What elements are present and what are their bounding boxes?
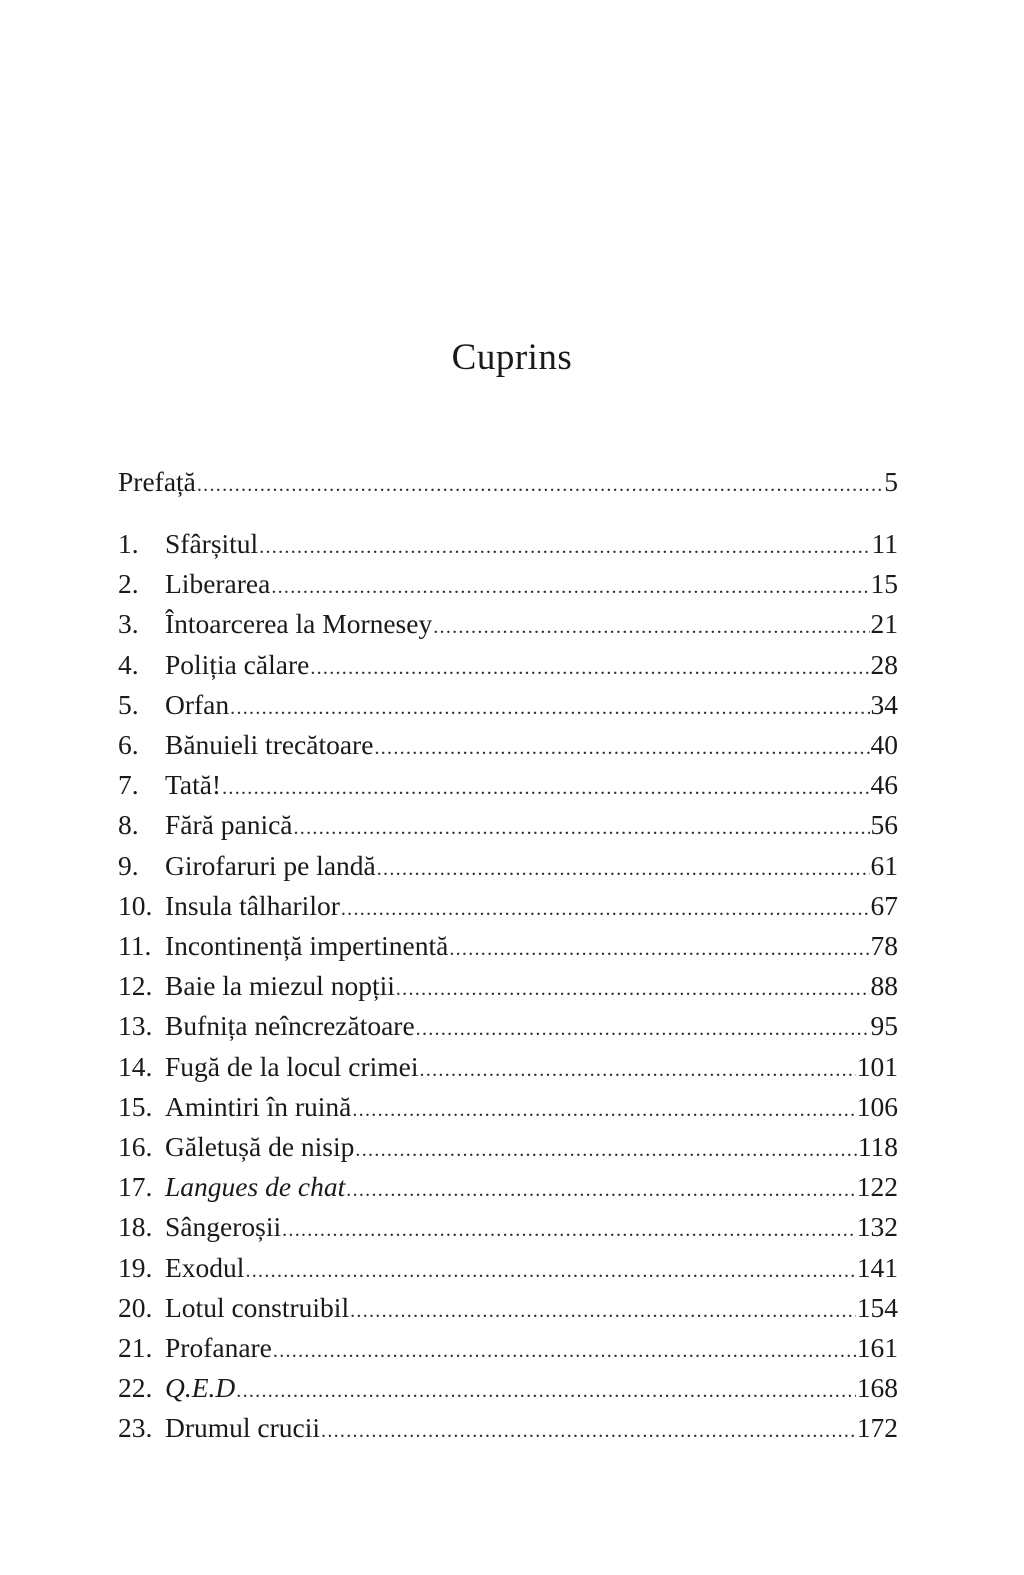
toc-entry-number: 18. xyxy=(118,1211,153,1243)
toc-entry-page: 46 xyxy=(870,769,898,801)
dot-leader xyxy=(245,1251,855,1291)
toc-entry-page: 168 xyxy=(856,1372,898,1404)
toc-entry-label: Q.E.D xyxy=(165,1372,236,1404)
toc-entry-number: 21. xyxy=(118,1332,153,1363)
toc-entry-page: 34 xyxy=(870,688,898,720)
toc-entry-page: 122 xyxy=(856,1171,898,1203)
toc-entry-page: 11 xyxy=(871,528,898,559)
toc-entry-number: 8. xyxy=(118,809,139,841)
dot-leader xyxy=(310,648,869,688)
toc-entry-label: Orfan xyxy=(165,688,230,720)
toc-entry-label: Întoarcerea la Mornesey xyxy=(165,608,433,640)
dot-leader xyxy=(259,527,870,567)
toc-entry xyxy=(118,765,898,805)
toc-entry-number: 9. xyxy=(118,849,139,881)
toc-entry-label: Langues de chat xyxy=(165,1171,346,1203)
toc-entry-page: 28 xyxy=(870,648,898,680)
toc-entry xyxy=(118,1006,898,1046)
toc-entry-label: Poliția călare xyxy=(165,648,310,680)
toc-entry-number: 7. xyxy=(118,769,139,801)
toc-entry-label: Exodul xyxy=(165,1251,245,1283)
toc-entry xyxy=(118,564,898,604)
dot-leader xyxy=(449,929,869,969)
toc-entry xyxy=(118,1248,898,1288)
toc-entry-number: 14. xyxy=(118,1050,153,1082)
toc-entry-label: Amintiri în ruină xyxy=(165,1090,352,1122)
toc-entry xyxy=(118,1127,898,1167)
toc-entry xyxy=(118,926,898,966)
dot-leader xyxy=(222,768,869,808)
toc-entry-page: 67 xyxy=(870,889,898,921)
toc-entry-number: 11. xyxy=(118,930,152,961)
toc-entry-page: 78 xyxy=(870,930,898,961)
dot-leader xyxy=(236,1371,855,1411)
toc-entry-number: 2. xyxy=(118,568,139,600)
toc-entry-page: 141 xyxy=(856,1251,898,1283)
toc-entry-number: 12. xyxy=(118,970,153,1002)
toc-entry-preface xyxy=(118,462,898,502)
toc-entry-number: 6. xyxy=(118,729,139,760)
toc-entry-page: 118 xyxy=(857,1131,898,1162)
dot-leader xyxy=(321,1411,856,1451)
toc-entry-page: 88 xyxy=(870,970,898,1002)
dot-leader xyxy=(352,1090,855,1130)
dot-leader xyxy=(282,1210,856,1250)
toc-entry-number: 1. xyxy=(118,528,139,559)
toc-entry xyxy=(118,805,898,845)
toc-entry xyxy=(118,1207,898,1247)
toc-entry-page: 172 xyxy=(856,1412,898,1444)
toc-entry-label: Sfârșitul xyxy=(165,528,259,559)
toc-entry-page: 21 xyxy=(870,608,898,640)
dot-leader xyxy=(271,567,869,607)
dot-leader xyxy=(433,607,869,647)
toc-entry-page: 15 xyxy=(870,568,898,600)
dot-leader xyxy=(341,889,870,929)
toc-entry-label: Insula tâlharilor xyxy=(165,889,340,921)
dot-leader xyxy=(396,969,870,1009)
toc-entry-label: Lotul construibil xyxy=(165,1291,350,1323)
toc-entry-label: Drumul crucii xyxy=(165,1412,321,1444)
toc-entry xyxy=(118,725,898,765)
toc-entry-page: 101 xyxy=(856,1050,898,1082)
toc-entry xyxy=(118,604,898,644)
toc-entry-page: 5 xyxy=(884,466,898,497)
toc-entry-label: Incontinență impertinentă xyxy=(165,930,449,961)
dot-leader xyxy=(346,1170,855,1210)
toc-entry-label: Fără panică xyxy=(165,809,293,841)
toc-entry-number: 15. xyxy=(118,1090,153,1122)
toc-entry-number: 13. xyxy=(118,1010,153,1042)
toc-entry-page: 61 xyxy=(870,849,898,881)
toc-entry xyxy=(118,1368,898,1408)
toc-entry-page: 154 xyxy=(856,1291,898,1323)
toc-entry xyxy=(118,524,898,564)
toc-entry-page: 132 xyxy=(856,1211,898,1243)
dot-leader xyxy=(374,728,869,768)
dot-leader xyxy=(377,849,870,889)
toc-entry-label: Liberarea xyxy=(165,568,271,600)
table-of-contents xyxy=(118,0,898,1575)
toc-entry xyxy=(118,846,898,886)
toc-entry-label: Fugă de la locul crimei xyxy=(165,1050,419,1082)
toc-entry xyxy=(118,886,898,926)
dot-leader xyxy=(350,1291,856,1331)
toc-entry-number: 3. xyxy=(118,608,139,640)
toc-entry xyxy=(118,1087,898,1127)
toc-entry-number: 17. xyxy=(118,1171,153,1203)
toc-entry-page: 56 xyxy=(870,809,898,841)
toc-entry-number: 5. xyxy=(118,688,139,720)
toc-entry xyxy=(118,645,898,685)
page-title: Cuprins xyxy=(451,337,573,378)
toc-entry xyxy=(118,1288,898,1328)
toc-entry-label: Bufnița neîncrezătoare xyxy=(165,1010,415,1042)
dot-leader xyxy=(294,808,870,848)
toc-entry-label: Sângeroșii xyxy=(165,1211,282,1243)
toc-entry-number: 23. xyxy=(118,1412,153,1444)
toc-entry-number: 16. xyxy=(118,1131,153,1162)
toc-entry-label: Prefață xyxy=(118,466,196,497)
toc-entry xyxy=(118,1167,898,1207)
toc-entry-page: 161 xyxy=(856,1332,898,1363)
toc-entry-label: Bănuieli trecătoare xyxy=(165,729,374,760)
toc-entry-label: Profanare xyxy=(165,1332,272,1363)
toc-entry-number: 19. xyxy=(118,1251,153,1283)
toc-entry xyxy=(118,1328,898,1368)
toc-entry-number: 22. xyxy=(118,1372,153,1404)
toc-entry xyxy=(118,966,898,1006)
toc-entry xyxy=(118,685,898,725)
dot-leader xyxy=(416,1009,870,1049)
dot-leader xyxy=(273,1331,856,1371)
toc-entry-page: 106 xyxy=(856,1090,898,1122)
dot-leader xyxy=(197,465,883,505)
toc-entry xyxy=(118,1408,898,1448)
toc-entry-page: 40 xyxy=(870,729,898,760)
toc-entry-label: Girofaruri pe landă xyxy=(165,849,376,881)
toc-entry-number: 10. xyxy=(118,889,153,921)
dot-leader xyxy=(355,1130,856,1170)
toc-entry-page: 95 xyxy=(870,1010,898,1042)
toc-entry-number: 4. xyxy=(118,648,139,680)
dot-leader xyxy=(420,1050,856,1090)
toc-entry-label: Găletușă de nisip xyxy=(165,1131,355,1162)
toc-entry-label: Tată! xyxy=(165,769,222,801)
toc-entry-number: 20. xyxy=(118,1291,153,1323)
toc-entry xyxy=(118,1047,898,1087)
toc-entry-label: Baie la miezul nopții xyxy=(165,970,395,1002)
dot-leader xyxy=(230,688,869,728)
